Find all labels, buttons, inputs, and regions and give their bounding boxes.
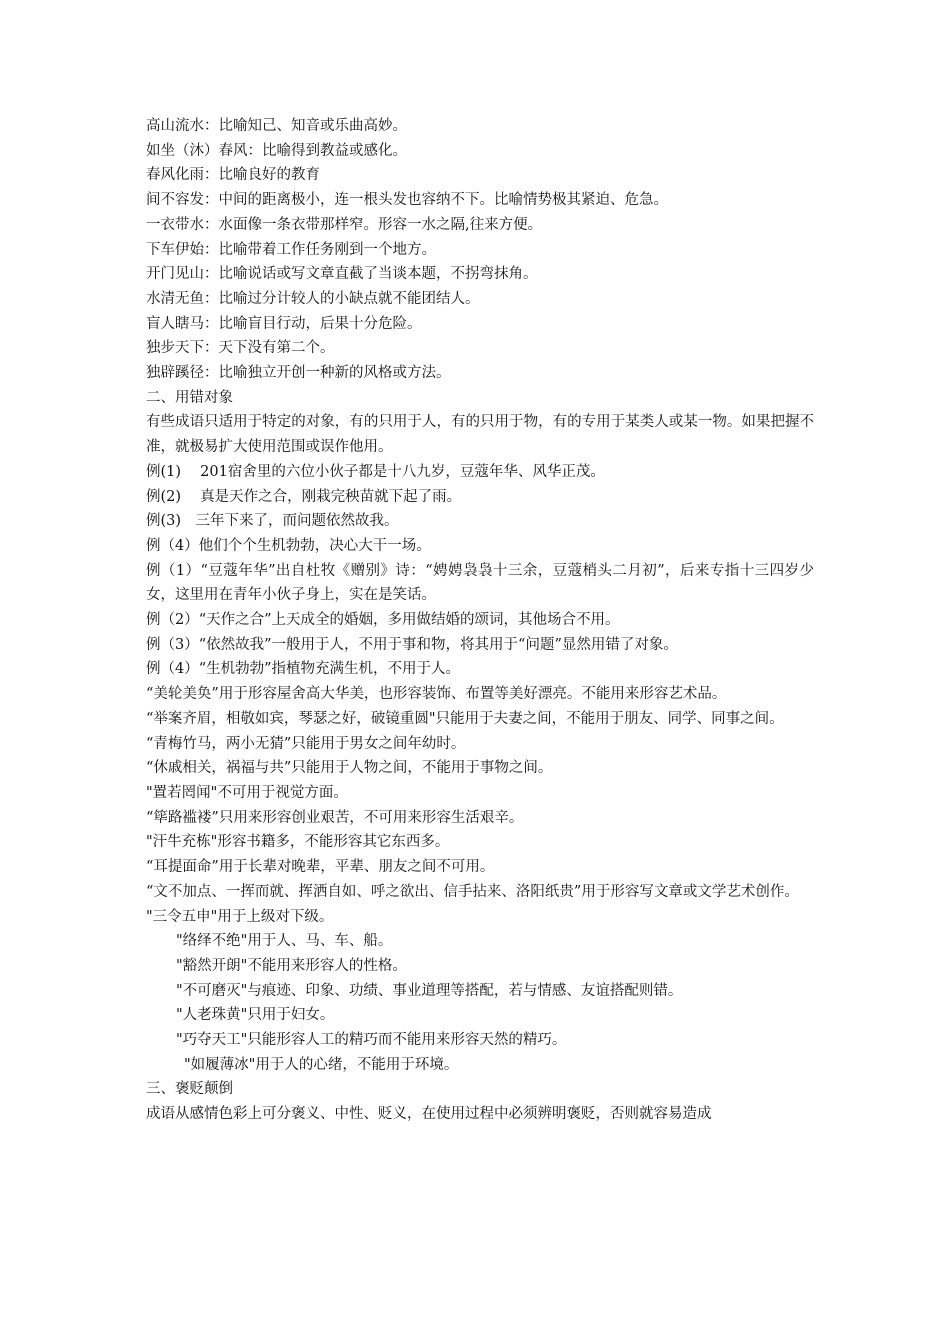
text-line: “休戚相关，祸福与共”只能用于人物之间，不能用于事物之间。 (146, 760, 553, 777)
text-line: "置若罔闻"不可用于视觉方面。 (146, 784, 348, 801)
example-line: 例(3) 三年下来了，而问题依然故我。 (146, 513, 399, 530)
text-line: 间不容发：中间的距离极小，连一根头发也容纳不下。比喻情势极其紧迫、危急。 (146, 192, 668, 209)
text-line: 盲人瞎马：比喻盲目行动，后果十分危险。 (146, 315, 422, 332)
example-line: 例(2) 真是天作之合，刚栽完秧苗就下起了雨。 (146, 488, 462, 505)
text-line: 如坐（沐）春风：比喻得到教益或感化。 (146, 142, 407, 159)
text-line: 春风化雨：比喻良好的教育 (146, 167, 320, 184)
paragraph: “举案齐眉，相敬如宾，琴瑟之好，破镜重圆"只能用于夫妻之间，不能用于朋友、同学、同事之间。 (146, 710, 784, 727)
paragraph: “美轮美奂”用于形容屋舍高大华美，也形容装饰、布置等美好漂亮。不能用来形容艺术品。 (146, 686, 727, 703)
text-line: “筚路褴褛”只用来形容创业艰苦，不可用来形容生活艰辛。 (146, 809, 524, 826)
text-line: “青梅竹马，两小无猜”只能用于男女之间年幼时。 (146, 735, 466, 752)
indented-line: "巧夺天工"只能形容人工的精巧而不能用来形容天然的精巧。 (176, 1032, 567, 1049)
explanation-line: 例（1）“豆蔻年华”出自杜牧《赠别》诗：“娉娉袅袅十三余，豆蔻梢头二月初”，后来专指十三四岁少女，这里用在青年小伙子身上，实在是笑话。 (146, 562, 814, 604)
explanation-line: 例（2）“天作之合”上天成全的婚姻，多用做结婚的颂词，其他场合不用。 (146, 612, 620, 629)
paragraph: “文不加点、一挥而就、挥洒自如、呼之欲出、信手拈来、洛阳纸贵”用于形容写文章或文学艺术创作。 (146, 883, 799, 900)
text-line: 独辟蹊径：比喻独立开创一种新的风格或方法。 (146, 365, 451, 382)
section-heading: 二、用错对象 (146, 389, 233, 406)
text-line: 高山流水：比喻知己、知音或乐曲高妙。 (146, 118, 407, 134)
text-line: “耳提面命”用于长辈对晚辈，平辈、朋友之间不可用。 (146, 859, 495, 876)
text-line: "三令五申"用于上级对下级。 (146, 908, 334, 925)
text-line: 水清无鱼：比喻过分计较人的小缺点就不能团结人。 (146, 290, 480, 307)
text-line: 独步天下：天下没有第二个。 (146, 340, 335, 357)
example-line: 例（4）他们个个生机勃勃，决心大干一场。 (146, 537, 431, 554)
explanation-line: 例（3）“依然故我”一般用于人，不用于事和物，将其用于“问题”显然用错了对象。 (146, 636, 678, 653)
indented-line: "豁然开朗"不能用来形容人的性格。 (176, 957, 407, 974)
explanation-line: 例（4）“生机勃勃”指植物充满生机，不用于人。 (146, 661, 461, 678)
text-line: 开门见山：比喻说话或写文章直截了当谈本题，不拐弯抹角。 (146, 266, 538, 283)
text-line: 下车伊始：比喻带着工作任务刚到一个地方。 (146, 241, 436, 258)
indented-line: "人老珠黄"只用于妇女。 (176, 1007, 335, 1024)
document-page (146, 114, 814, 1127)
indented-line: "如履薄冰"用于人的心绪，不能用于环境。 (184, 1056, 459, 1073)
paragraph: 有些成语只适用于特定的对象，有的只用于人，有的只用于物，有的专用于某类人或某一物。如果把握不准，就极易扩大使用范围或误作他用。 (146, 414, 814, 456)
indented-line: "不可磨灭"与痕迹、印象、功绩、事业道理等搭配，若与情感、友谊搭配则错。 (176, 982, 683, 999)
text-line: "汗牛充栋"形容书籍多，不能形容其它东西多。 (146, 834, 450, 851)
section-heading: 三、褒贬颠倒 (146, 1081, 233, 1098)
indented-line: "络绎不绝"用于人、马、车、船。 (176, 933, 393, 950)
example-line: 例(1) 201宿舍里的六位小伙子都是十八九岁，豆蔻年华、风华正茂。 (146, 463, 605, 480)
paragraph: 成语从感情色彩上可分褒义、中性、贬义，在使用过程中必须辨明褒贬，否则就容易造成 (146, 1106, 712, 1123)
text-line: 一衣带水：水面像一条衣带那样窄。形容一水之隔,往来方便。 (146, 216, 543, 233)
